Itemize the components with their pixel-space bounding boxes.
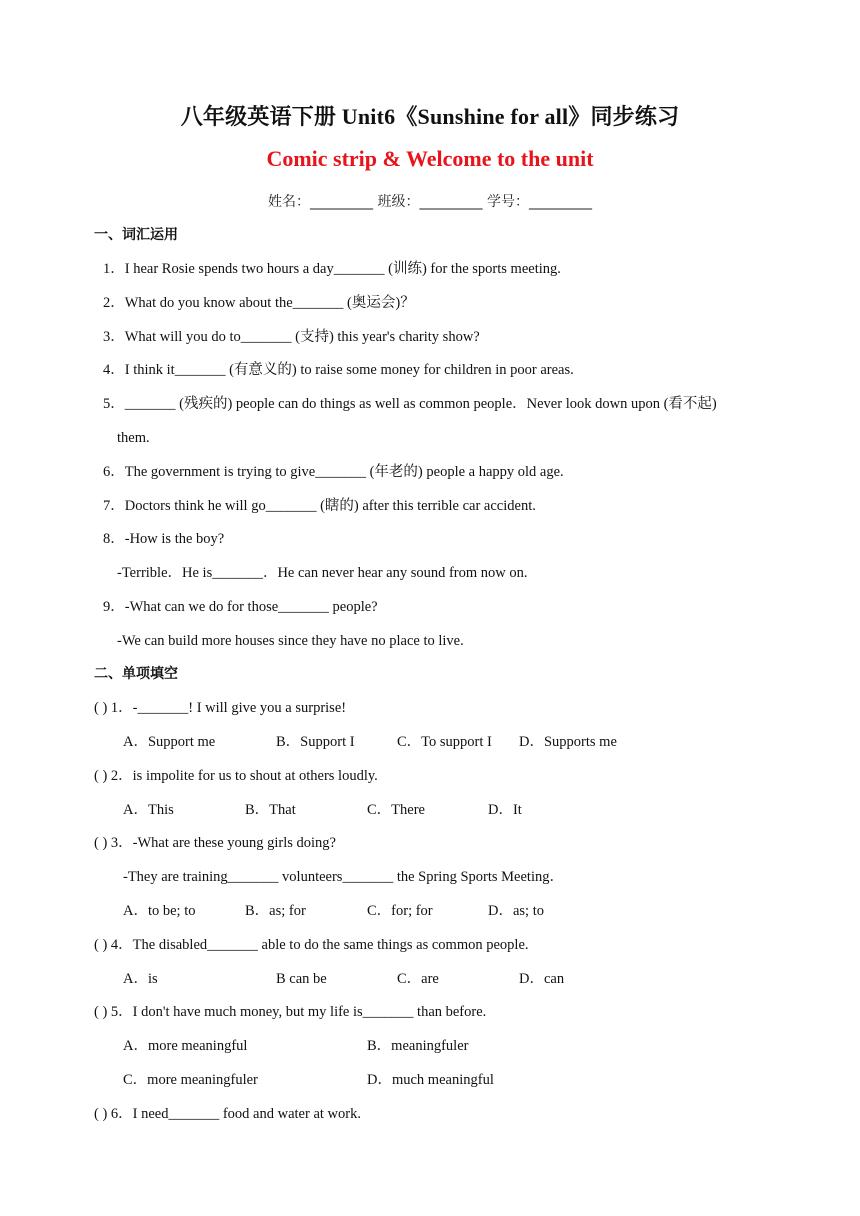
page-title: 八年级英语下册 Unit6《Sunshine for all》同步练习: [180, 104, 680, 129]
question-2-option-d: D．It: [488, 802, 522, 818]
student-info-line: 姓名：_________ 班级：_________ 学号：_________: [268, 194, 592, 210]
vocab-item-4: 4．I think it_______ (有意义的) to raise some money for children in poor areas.: [103, 362, 574, 378]
question-2-option-c: C．There: [367, 802, 425, 818]
vocab-item-5: 5．_______ (残疾的) people can do things as well as common people．Never look down upon (看不起): [103, 396, 717, 412]
vocab-item-6: 6．The government is trying to give_______ (年老的) people a happy old age.: [103, 464, 564, 480]
question-4-option-c: C．are: [397, 971, 439, 987]
vocab-item-8-answer: -Terrible．He is_______．He can never hear any sound from now on.: [117, 565, 528, 581]
question-3-answer-line: -They are training_______ volunteers_______ the Spring Sports Meeting．: [123, 869, 564, 885]
section-heading-single-choice: 二、单项填空: [94, 666, 178, 682]
vocab-item-7: 7．Doctors think he will go_______ (瞎的) after this terrible car accident.: [103, 498, 536, 514]
vocab-item-8: 8．-How is the boy?: [103, 531, 225, 547]
question-3-option-b: B．as; for: [245, 903, 306, 919]
vocab-item-5-continued: them.: [117, 430, 150, 446]
question-4-option-a: A．is: [123, 971, 158, 987]
question-5-option-d: D．much meaningful: [367, 1072, 494, 1088]
page-subtitle: Comic strip & Welcome to the unit: [266, 146, 594, 171]
question-5-option-b: B．meaningfuler: [367, 1038, 469, 1054]
section-heading-vocabulary: 一、词汇运用: [94, 227, 178, 243]
vocab-item-2: 2．What do you know about the_______ (奥运会)？: [103, 295, 415, 311]
vocab-item-3: 3．What will you do to_______ (支持) this year's charity show?: [103, 329, 480, 345]
question-3-option-d: D．as; to: [488, 903, 544, 919]
question-4-option-d: D．can: [519, 971, 565, 987]
question-1-option-b: B．Support I: [276, 734, 355, 750]
question-6-stem: ( ) 6．I need_______ food and water at work.: [94, 1106, 361, 1122]
question-5-stem: ( ) 5．I don't have much money, but my life is_______ than before.: [94, 1004, 487, 1020]
question-3-option-c: C．for; for: [367, 903, 433, 919]
question-1-option-a: A．Support me: [123, 734, 216, 750]
question-1-option-c: C．To support I: [397, 734, 492, 750]
vocab-item-1: 1．I hear Rosie spends two hours a day_______ (训练) for the sports meeting.: [103, 261, 561, 277]
vocab-item-9: 9．-What can we do for those_______ people?: [103, 599, 378, 615]
question-4-option-b: B can be: [276, 971, 327, 987]
question-1-option-d: D．Supports me: [519, 734, 617, 750]
question-5-option-a: A．more meaningful: [123, 1038, 248, 1054]
question-3-stem: ( ) 3．-What are these young girls doing?: [94, 835, 336, 851]
question-2-option-b: B．That: [245, 802, 296, 818]
question-1-stem: ( ) 1．-_______! I will give you a surprise!: [94, 700, 347, 716]
question-5-option-c: C．more meaningfuler: [123, 1072, 258, 1088]
vocab-item-9-answer: -We can build more houses since they have no place to live.: [117, 633, 464, 649]
question-2-option-a: A．This: [123, 802, 174, 818]
question-3-option-a: A．to be; to: [123, 903, 196, 919]
question-4-stem: ( ) 4．The disabled_______ able to do the same things as common people.: [94, 937, 529, 953]
question-2-stem: ( ) 2．is impolite for us to shout at others loudly.: [94, 768, 378, 784]
